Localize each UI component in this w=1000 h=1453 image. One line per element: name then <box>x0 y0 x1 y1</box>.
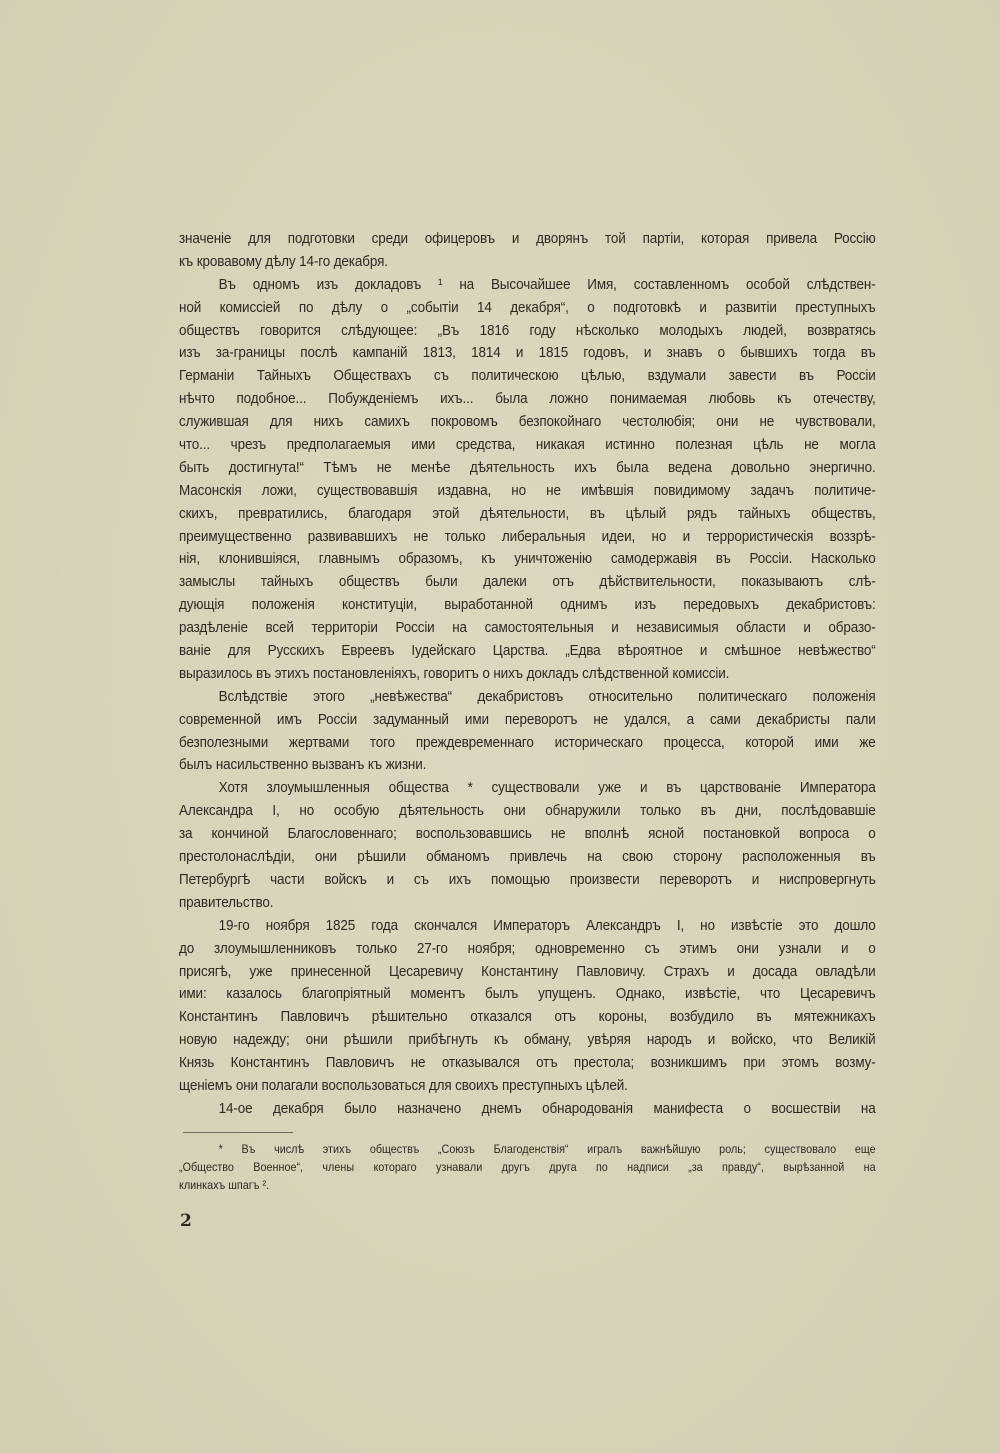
text-line: присягѣ, уже принесенной Цесаревичу Константину Павловичу. Страхъ и досада овладѣли <box>179 962 876 980</box>
text-line: Александра I, но особую дѣятельность они обнаружили только въ дни, послѣдовавшіе <box>179 802 876 820</box>
text-line: раздѣленіе всей территоріи Россіи на самостоятельныя и независимыя области и образо- <box>179 619 876 637</box>
paragraph-3 <box>179 686 876 778</box>
paragraph-6 <box>179 1098 876 1121</box>
text-line: современной имъ Россіи задуманный ими переворотъ не удался, а сами декабристы пали <box>179 710 876 728</box>
text-line: 14-ое декабря было назначено днемъ обнародованія манифеста о восшествіи на <box>218 1099 876 1117</box>
paragraph-2 <box>179 274 876 686</box>
text-line: замыслы тайныхъ обществъ были далеки отъ дѣйствительности, показываютъ слѣ- <box>179 573 876 591</box>
footnote-divider <box>183 1132 293 1133</box>
footnote <box>179 1140 876 1194</box>
footnote-line: * Въ числѣ этихъ обществъ „Союзъ Благоденствія“ игралъ важнѣйшую роль; существовало еще <box>218 1142 876 1156</box>
text-line: безполезными жертвами того преждевременнаго историческаго процесса, которой ими же <box>179 733 876 751</box>
text-line: щеніемъ они полагали воспользоваться для своихъ преступныхъ цѣлей. <box>179 1076 628 1094</box>
text-line: Масонскія ложи, существовавшія издавна, но не имѣвшія повидимому задачъ политиче- <box>179 481 876 499</box>
body-text <box>179 228 876 1121</box>
text-line: за кончиной Благословеннаго; воспользовавшись не вполнѣ ясной постановкой вопроса о <box>179 825 876 843</box>
text-line: правительство. <box>179 893 274 911</box>
text-line: что... чрезъ предполагаемыя ими средства, никакая истинно полезная цѣль не могла <box>179 436 876 454</box>
footnote-line: „Общество Военное“, члены котораго узнавали другъ друга по надписи „за правду“, вырѣзанной на <box>179 1160 876 1174</box>
text-line: былъ насильственно вызванъ къ жизни. <box>179 756 427 774</box>
paragraph-1 <box>179 228 876 274</box>
text-line: ими: казалось благопріятный моментъ былъ упущенъ. Однако, извѣстіе, что Цесаревичъ <box>179 985 876 1003</box>
text-line: ваніе для Русскихъ Евреевъ Іудейскаго Царства. „Едва вѣроятное и смѣшное невѣжество“ <box>179 642 876 660</box>
footnote-line: клинкахъ шпагъ ². <box>179 1178 270 1192</box>
text-line: до злоумышленниковъ только 27-го ноября; одновременно съ этимъ они узнали и о <box>179 939 876 957</box>
footnote-text <box>179 1140 876 1194</box>
text-line: изъ за-границы послѣ кампаній 1813, 1814 и 1815 годовъ, и знавъ о бывшихъ тогда въ <box>179 344 876 362</box>
text-line: служившая для нихъ самихъ покровомъ безпокойнаго честолюбія; они не чувствовали, <box>179 413 876 431</box>
text-line: ной комиссіей по дѣлу о „событіи 14 декабря“, о подготовкѣ и развитіи преступныхъ <box>179 298 876 316</box>
text-line: Вслѣдствіе этого „невѣжества“ декабристовъ относительно политическаго положенія <box>218 687 876 705</box>
text-line: новую надежду; они рѣшили прибѣгнуть къ обману, увѣряя народъ и войско, что Великій <box>179 1031 876 1049</box>
text-line: выразилось въ этихъ постановленіяхъ, говоритъ о нихъ докладъ слѣдственной комиссіи. <box>179 664 730 682</box>
text-line: значеніе для подготовки среди офицеровъ и дворянъ той партіи, которая привела Россію <box>179 230 876 247</box>
text-line: престолонаслѣдіи, они рѣшили обманомъ привлечь на свою сторону расположенныя въ <box>179 848 876 866</box>
text-line: Петербургѣ части войскъ и съ ихъ помощью произвести переворотъ и ниспровергнуть <box>179 870 876 888</box>
text-line: Германіи Тайныхъ Обществахъ съ политическою цѣлью, вздумали завести въ Россіи <box>179 367 876 385</box>
text-line: нѣчто подобное... Побужденіемъ ихъ... была ложно понимаемая любовь къ отечеству, <box>179 390 876 408</box>
text-line: Константинъ Павловичъ рѣшительно отказался отъ короны, возбудило въ мятежникахъ <box>179 1008 876 1026</box>
text-line: Хотя злоумышленныя общества * существовали уже и въ царствованіе Императора <box>218 779 876 797</box>
text-line: 19-го ноября 1825 года скончался Императоръ Александръ I, но извѣстіе это дошло <box>218 916 876 934</box>
page-number: 2 <box>180 1211 192 1231</box>
text-line: быть достигнута!“ Тѣмъ не менѣе дѣятельность ихъ была ведена довольно энергично. <box>179 458 876 476</box>
text-line: скихъ, превратились, благодаря этой дѣятельности, въ цѣлый рядъ тайныхъ обществъ, <box>179 504 876 522</box>
paragraph-4 <box>179 777 876 914</box>
text-line: нія, клонившіяся, главнымъ образомъ, къ уничтоженію самодержавія въ Россіи. Насколько <box>179 550 876 568</box>
text-line: дующія положенія конституціи, выработанной однимъ изъ передовыхъ декабристовъ: <box>179 596 876 614</box>
text-line: къ кровавому дѣлу 14-го декабря. <box>179 252 388 270</box>
paragraph-5 <box>179 915 876 1098</box>
text-line: Князь Константинъ Павловичъ не отказывался отъ престола; возникшимъ при этомъ возму- <box>179 1054 876 1072</box>
text-line: Въ одномъ изъ докладовъ ¹ на Высочайшее Имя, составленномъ особой слѣдствен- <box>218 275 876 293</box>
text-line: обществъ говорится слѣдующее: „Въ 1816 году нѣсколько молодыхъ людей, возвратясь <box>179 321 876 339</box>
text-line: преимущественно развивавшихъ не только либеральныя идеи, но и террористическія воззрѣ- <box>179 527 876 545</box>
